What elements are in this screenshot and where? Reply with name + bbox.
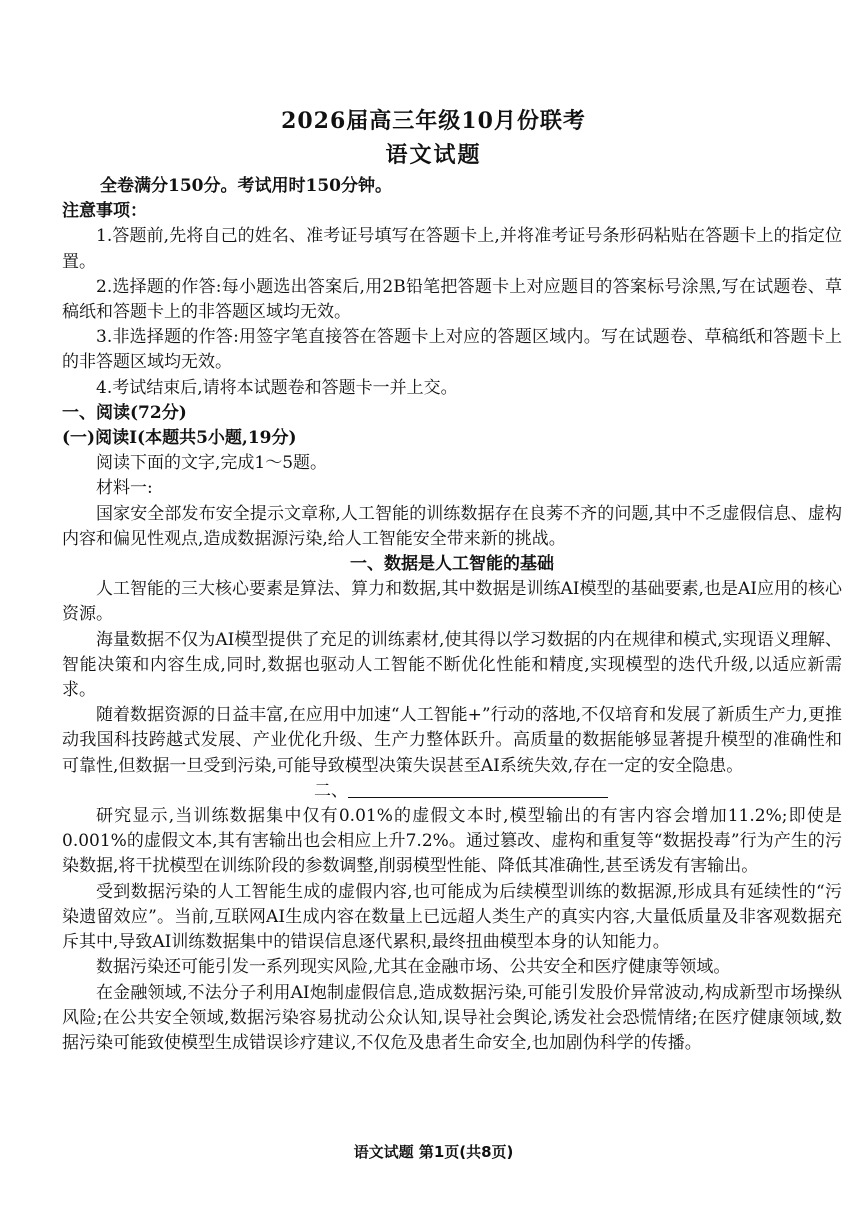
note-item: 1.答题前,先将自己的姓名、准考证号填写在答题卡上,并将准考证号条形码粘贴在答题卡上的指定位置。	[62, 226, 842, 272]
sub-part-heading: (一)阅读Ⅰ(本题共5小题,19分)	[62, 428, 297, 449]
paragraph: 人工智能的三大核心要素是算法、算力和数据,其中数据是训练AI模型的基础要素,也是AI应用的核心资源。	[62, 579, 842, 625]
note-item: 4.考试结束后,请将本试题卷和答题卡一并上交。	[96, 377, 458, 398]
part-heading: 一、阅读(72分)	[62, 402, 187, 423]
page-title: 2026届高三年级10月份联考	[281, 108, 586, 134]
material-label: 材料一:	[96, 478, 153, 499]
note-item: 2.选择题的作答:每小题选出答案后,用2B铅笔把答题卡上对应题目的答案标号涂黑,写在试题卷、草稿纸和答题卡上的非答题区域均无效。	[62, 276, 842, 323]
note-item: 3.非选择题的作答:用签字笔直接答在答题卡上对应的答题区域内。写在试题卷、草稿纸和答题卡上的非答题区域均无效。	[62, 327, 842, 373]
section-title-blank	[62, 779, 842, 804]
paragraph: 研究显示,当训练数据集中仅有0.01%的虚假文本时,模型输出的有害内容会增加11.2%;即使是0.001%的虚假文本,其有害输出也会相应上升7.2%。通过篡改、虚构和重复等“数据投毒”行为产生的污染数据,将干扰模型在训练阶段的参数调整,削弱模型性能、降低其准确性,甚至诱发有害输出。	[62, 806, 842, 877]
section-title: 一、数据是人工智能的基础	[350, 554, 554, 575]
section-number: 二、	[314, 780, 348, 801]
exam-info: 全卷满分150分。考试用时150分钟。	[100, 176, 392, 196]
page-subtitle: 语文试题	[385, 142, 482, 168]
paragraph: 受到数据污染的人工智能生成的虚假内容,也可能成为后续模型训练的数据源,形成具有延续性的“污染遗留效应”。当前,互联网AI生成内容在数量上已远超人类生产的真实内容,大量低质量及非客观数据充斥其中,导致AI训练数据集中的错误信息逐代累积,最终扭曲模型本身的认知能力。	[62, 881, 842, 953]
paragraph: 在金融领域,不法分子利用AI炮制虚假信息,造成数据污染,可能引发股价异常波动,构成新型市场操纵风险;在公共安全领域,数据污染容易扰动公众认知,误导社会舆论,诱发社会恐慌情绪;在医疗健康领域,数据污染可能致使模型生成错误诊疗建议,不仅危及患者生命安全,也加剧伪科学的传播。	[62, 982, 842, 1053]
page-footer: 语文试题 第1页(共8页)	[353, 1143, 514, 1161]
notes-heading: 注意事项：	[62, 201, 147, 222]
fill-in-blank-line	[348, 779, 608, 798]
paragraph: 随着数据资源的日益丰富,在应用中加速“人工智能+”行动的落地,不仅培育和发展了新质生产力,更推动我国科技跨越式发展、产业优化升级、生产力整体跃升。高质量的数据能够显著提升模型的准确性和可靠性,但数据一旦受到污染,可能导致模型决策失误甚至AI系统失效,存在一定的安全隐患。	[62, 705, 842, 776]
page-content	[62, 174, 842, 1056]
material-intro: 国家安全部发布安全提示文章称,人工智能的训练数据存在良莠不齐的问题,其中不乏虚假信息、虚构内容和偏见性观点,造成数据源污染,给人工智能安全带来新的挑战。	[62, 503, 842, 549]
paragraph: 数据污染还可能引发一系列现实风险,尤其在金融市场、公共安全和医疗健康等领域。	[96, 957, 731, 978]
paragraph: 海量数据不仅为AI模型提供了充足的训练素材,使其得以学习数据的内在规律和模式,实现语义理解、智能决策和内容生成,同时,数据也驱动人工智能不断优化性能和精度,实现模型的迭代升级,以适应新需求。	[62, 629, 842, 701]
reading-instruction: 阅读下面的文字,完成1～5题。	[96, 453, 328, 474]
